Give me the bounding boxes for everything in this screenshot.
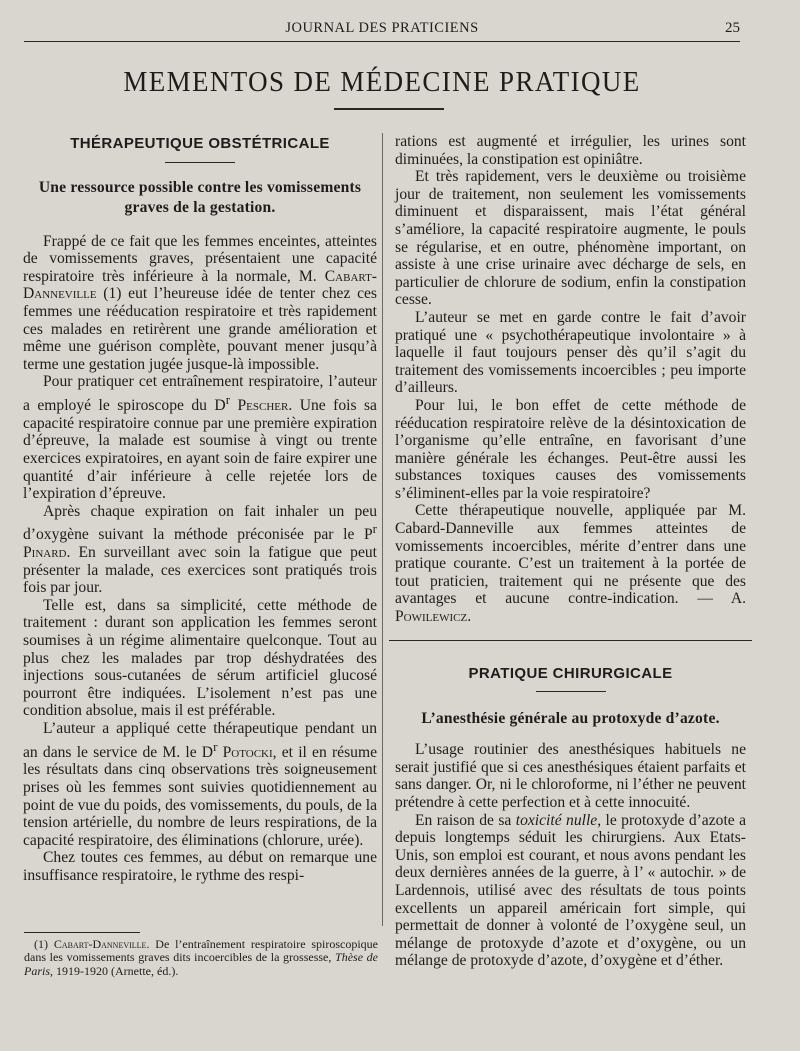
section-heading-surgery: PRATIQUE CHIRURGICALE (468, 664, 673, 682)
paragraph: Et très rapidement, vers le deuxième ou troisième jour de traitement, non seulement les vomissements diminuent et disparaissent, mais l’état général s’améliore, la capacité respiratoire augmente, le pouls se régularise, et en outre, phénomène important, on assiste à une crise urinaire avec décharge de sels, en particulier de chlorure de sodium, enfin la constipation cesse. (395, 168, 746, 309)
author-name: Cabart-Danneville (23, 267, 377, 303)
person-name: Potocki (222, 743, 273, 761)
page-title: MEMENTOS DE MÉDECINE PRATIQUE (123, 66, 641, 98)
paragraph: Frappé de ce fait que les femmes enceintes, atteintes de vomissements graves, présentaient une capacité respiratoire très inférieure à la normale, M. Cabart-Danneville (1) eut l’heureuse idée de tenter chez ces femmes une rééducation respiratoire et très rapidement ces malades en retirèrent une grande amélioration et même une guérison complète, pouvant mener jusqu’à terme une gestation jugée jusque-là impossible. (23, 232, 377, 373)
paragraph: En raison de sa toxicité nulle, le protoxyde d’azote a depuis longtemps séduit les chirurgiens. Aux Etats-Unis, son emploi est courant, et nous avons pendant les deux dernières années de la guerre, à l’ « autochir. » de Lardennois, utilisé avec des résultats de tous points excellents un appareil américain fort simple, qui permettait de donner à volonté de l’oxygène seul, un mélange de protoxyde d’azote et d’oxygène, ou un mélange de protoxyde d’azote, d’oxygène et d’éther. (395, 811, 747, 970)
section-rule (536, 691, 606, 692)
column-divider (382, 133, 383, 926)
section-heading-obstetrics: THÉRAPEUTIQUE OBSTÉTRICALE (70, 135, 330, 152)
page-number: 25 (725, 20, 740, 36)
paragraph: L’usage routinier des anesthésiques habituels ne serait justifié que si ces anesthésiques étaient parfaits et sans danger. Or, ni le chloroforme, ni l’éther ne peuvent prétendre à cette perfection et à cette innocuité. (395, 741, 746, 811)
left-column (23, 135, 377, 885)
section-separator-rule (389, 640, 752, 641)
article-title-vomissements: Une ressource possible contre les vomissements graves de la gestation. (38, 178, 362, 216)
paragraph: Telle est, dans sa simplicité, cette méthode de traitement : durant son application les femmes seront soumises à un régime alimentaire quelconque. Tout au plus chez les malades par trop déshydratées des injections sous-cutanées de sérum artificiel glucosé pourront être indiquées. L’isolement n’est pas une condition absolue, mais il est préférable. (23, 596, 377, 720)
thesis-title: Thèse de Paris (24, 950, 378, 978)
section-rule (165, 162, 235, 163)
right-column (395, 133, 746, 970)
header-rule (24, 41, 740, 42)
footnote-rule (24, 932, 140, 933)
paragraph: Chez toutes ces femmes, au début on remarque une insuffisance respiratoire, le rythme des respi- (23, 849, 377, 884)
paragraph: Pour pratiquer cet entraînement respiratoire, l’auteur a employé le spiroscope du $D^r$ Pescher. Une fois sa capacité respiratoire connue par une première expiration d’épreuve, la malade est soumise à vingt ou trente exercices expiratoires, en ayant soin de faire expirer une quantité d’air inférieure à celle rejetée lors de l’expiration d’épreuve. (23, 373, 377, 503)
journal-title: JOURNAL DES PRATICIENS (285, 20, 479, 36)
footnote: (1) Cabart-Danneville. De l’entraînement respiratoire spiroscopique dans les vomissements graves dits incoercibles de la grossesse, Thèse de Paris, 1919-1920 (Arnette, éd.). (24, 937, 378, 978)
paragraph: L’auteur a appliqué cette thérapeutique pendant un an dans le service de M. le $D^r$ Potocki, et il en résume les résultats dans cinq observations très soigneusement prises où les femmes sont suivies quotidiennement au point de vue du poids, des vomissements, du pouls, de la tension artérielle, du nombre de leurs respirations, de la capacité respiratoire, des éliminations (chlorure, urée). (23, 720, 377, 849)
footnote-author: Cabart-Danneville (53, 937, 147, 951)
signature: Powilewicz (395, 608, 468, 626)
paragraph: rations est augmenté et irrégulier, les urines sont diminuées, la constipation est opiniâtre. (395, 133, 746, 168)
paragraph: L’auteur se met en garde contre le fait d’avoir pratiqué une « psychothérapeutique involontaire » à laquelle il faut toujours penser dès qu’il s’agit du traitement des vomissements incoercibles ; peu importe d’ailleurs. (395, 308, 746, 397)
paragraph: Après chaque expiration on fait inhaler un peu d’oxygène suivant la méthode préconisée par le $P^r$ Pinard. En surveillant avec soin la fatigue que peut présenter la malade, ces exercices sont pratiqués trois fois par jour. (23, 502, 377, 597)
person-name: Pescher (237, 397, 289, 415)
paragraph: Cette thérapeutique nouvelle, appliquée par M. Cabard-Danneville aux femmes atteintes de vomissements incoercibles, mérite d’entrer dans une pratique courante. C’est un traitement à la portée de tout praticien, traitement qui ne présente que des avantages et aucune contre-indication. — A. Powilewicz. (395, 502, 746, 626)
article-title-anesthesie: L’anesthésie générale au protoxyde d’azote. (421, 710, 720, 728)
title-rule (334, 108, 444, 110)
running-header (24, 20, 740, 42)
paragraph: Pour lui, le bon effet de cette méthode de rééducation respiratoire relève de la désintoxication de l’organisme qu’elle entraîne, en favorisant d’une manière générale les échanges. Peut-être aussi les substances toxiques causes des vomissements s’éliminent-elles par la voie respiratoire? (395, 396, 746, 502)
emphasis: toxicité nulle (515, 811, 598, 829)
person-name: Pinard (23, 544, 67, 562)
